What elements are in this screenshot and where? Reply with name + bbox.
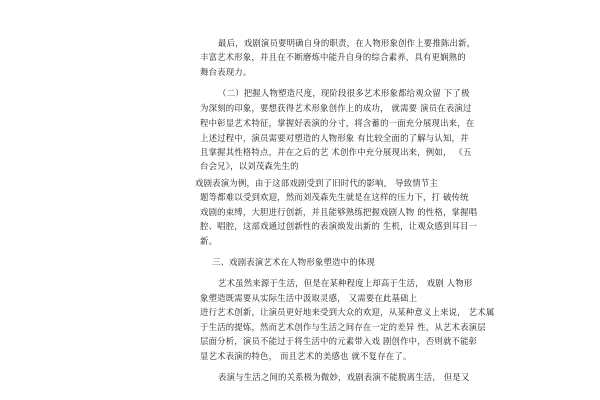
text-line: 象塑造既需要从实际生活中汲取灵感， 又需要在此基础上 bbox=[200, 293, 418, 303]
text-line: 于生活的提炼，然而艺术创作与生活之间存在一定的差异 性，从艺术表演层 bbox=[200, 322, 486, 332]
section-heading: 三、戏剧表演艺术在人物形象塑造中的体现 bbox=[212, 257, 375, 267]
text-line: 丰富艺术形象，并且在不断磨炼中能升自身的综合素养，具有更娴熟的 bbox=[200, 52, 466, 62]
text-line: 舞台表现力。 bbox=[200, 67, 252, 77]
text-line: （二）把握人物塑造尺度，现阶段很多艺术形象都给观众留 下了极 bbox=[218, 88, 470, 98]
text-line: 艺术虽然来源于生活，但是在某种程度上却高于生活， 戏剧 人物形 bbox=[218, 278, 473, 288]
text-line: 最后，戏剧演员要明确自身的职责，在人物形象创作上要推陈出新， bbox=[218, 38, 476, 48]
text-line: 题等都难以受到欢迎，然而刘茂森先生就是在这样的压力下，打 破传统 bbox=[200, 192, 469, 202]
text-line: 腔、唱腔，这部戏通过创新性的表演焕发出新的 生机，让观众感到耳目一 bbox=[200, 221, 478, 231]
text-line: 表演与生活之间的关系极为微妙，戏剧表演不能脱离生活， 但是又 bbox=[218, 372, 470, 382]
text-line: 为深刻的印象，要想获得艺术形象创作上的成功， 就需要 演员在表演过 bbox=[200, 103, 472, 113]
text-line: 进行艺术创新，让演员更好地来受到大众的欢迎，从某种意义上来说， 艺术属 bbox=[200, 307, 495, 317]
text-line: 且掌握其性格特点，并在之后的艺 术创作中充分展现出来，例如， 《五 bbox=[200, 147, 472, 157]
text-line: 显艺术表演的特色， 而且艺术的美感也 就不复存在了。 bbox=[200, 351, 412, 361]
text-line: 新。 bbox=[200, 236, 218, 246]
text-line: 戏剧表演为例，由于这部戏剧受到了旧时代的影响， 导致情节主 bbox=[195, 178, 438, 188]
text-line: 上述过程中，演员需要对塑造的人物形象 有比较全面的了解与认知，并 bbox=[200, 133, 469, 143]
text-line: 戏剧的束缚，大胆进行创新，并且能够熟练把握戏剧人物 的性格，掌握唱 bbox=[200, 207, 478, 217]
text-line: 层面分析，演员不能过于将生活中的元素带入戏 剧创作中，否则就不能彰 bbox=[200, 336, 478, 346]
text-line: 程中彰显艺术特征，掌握好表演的分寸，将含蓄的一面充分展现出来，在 bbox=[200, 118, 475, 128]
text-line: 台会兄》，以刘茂森先生的 bbox=[200, 161, 299, 171]
